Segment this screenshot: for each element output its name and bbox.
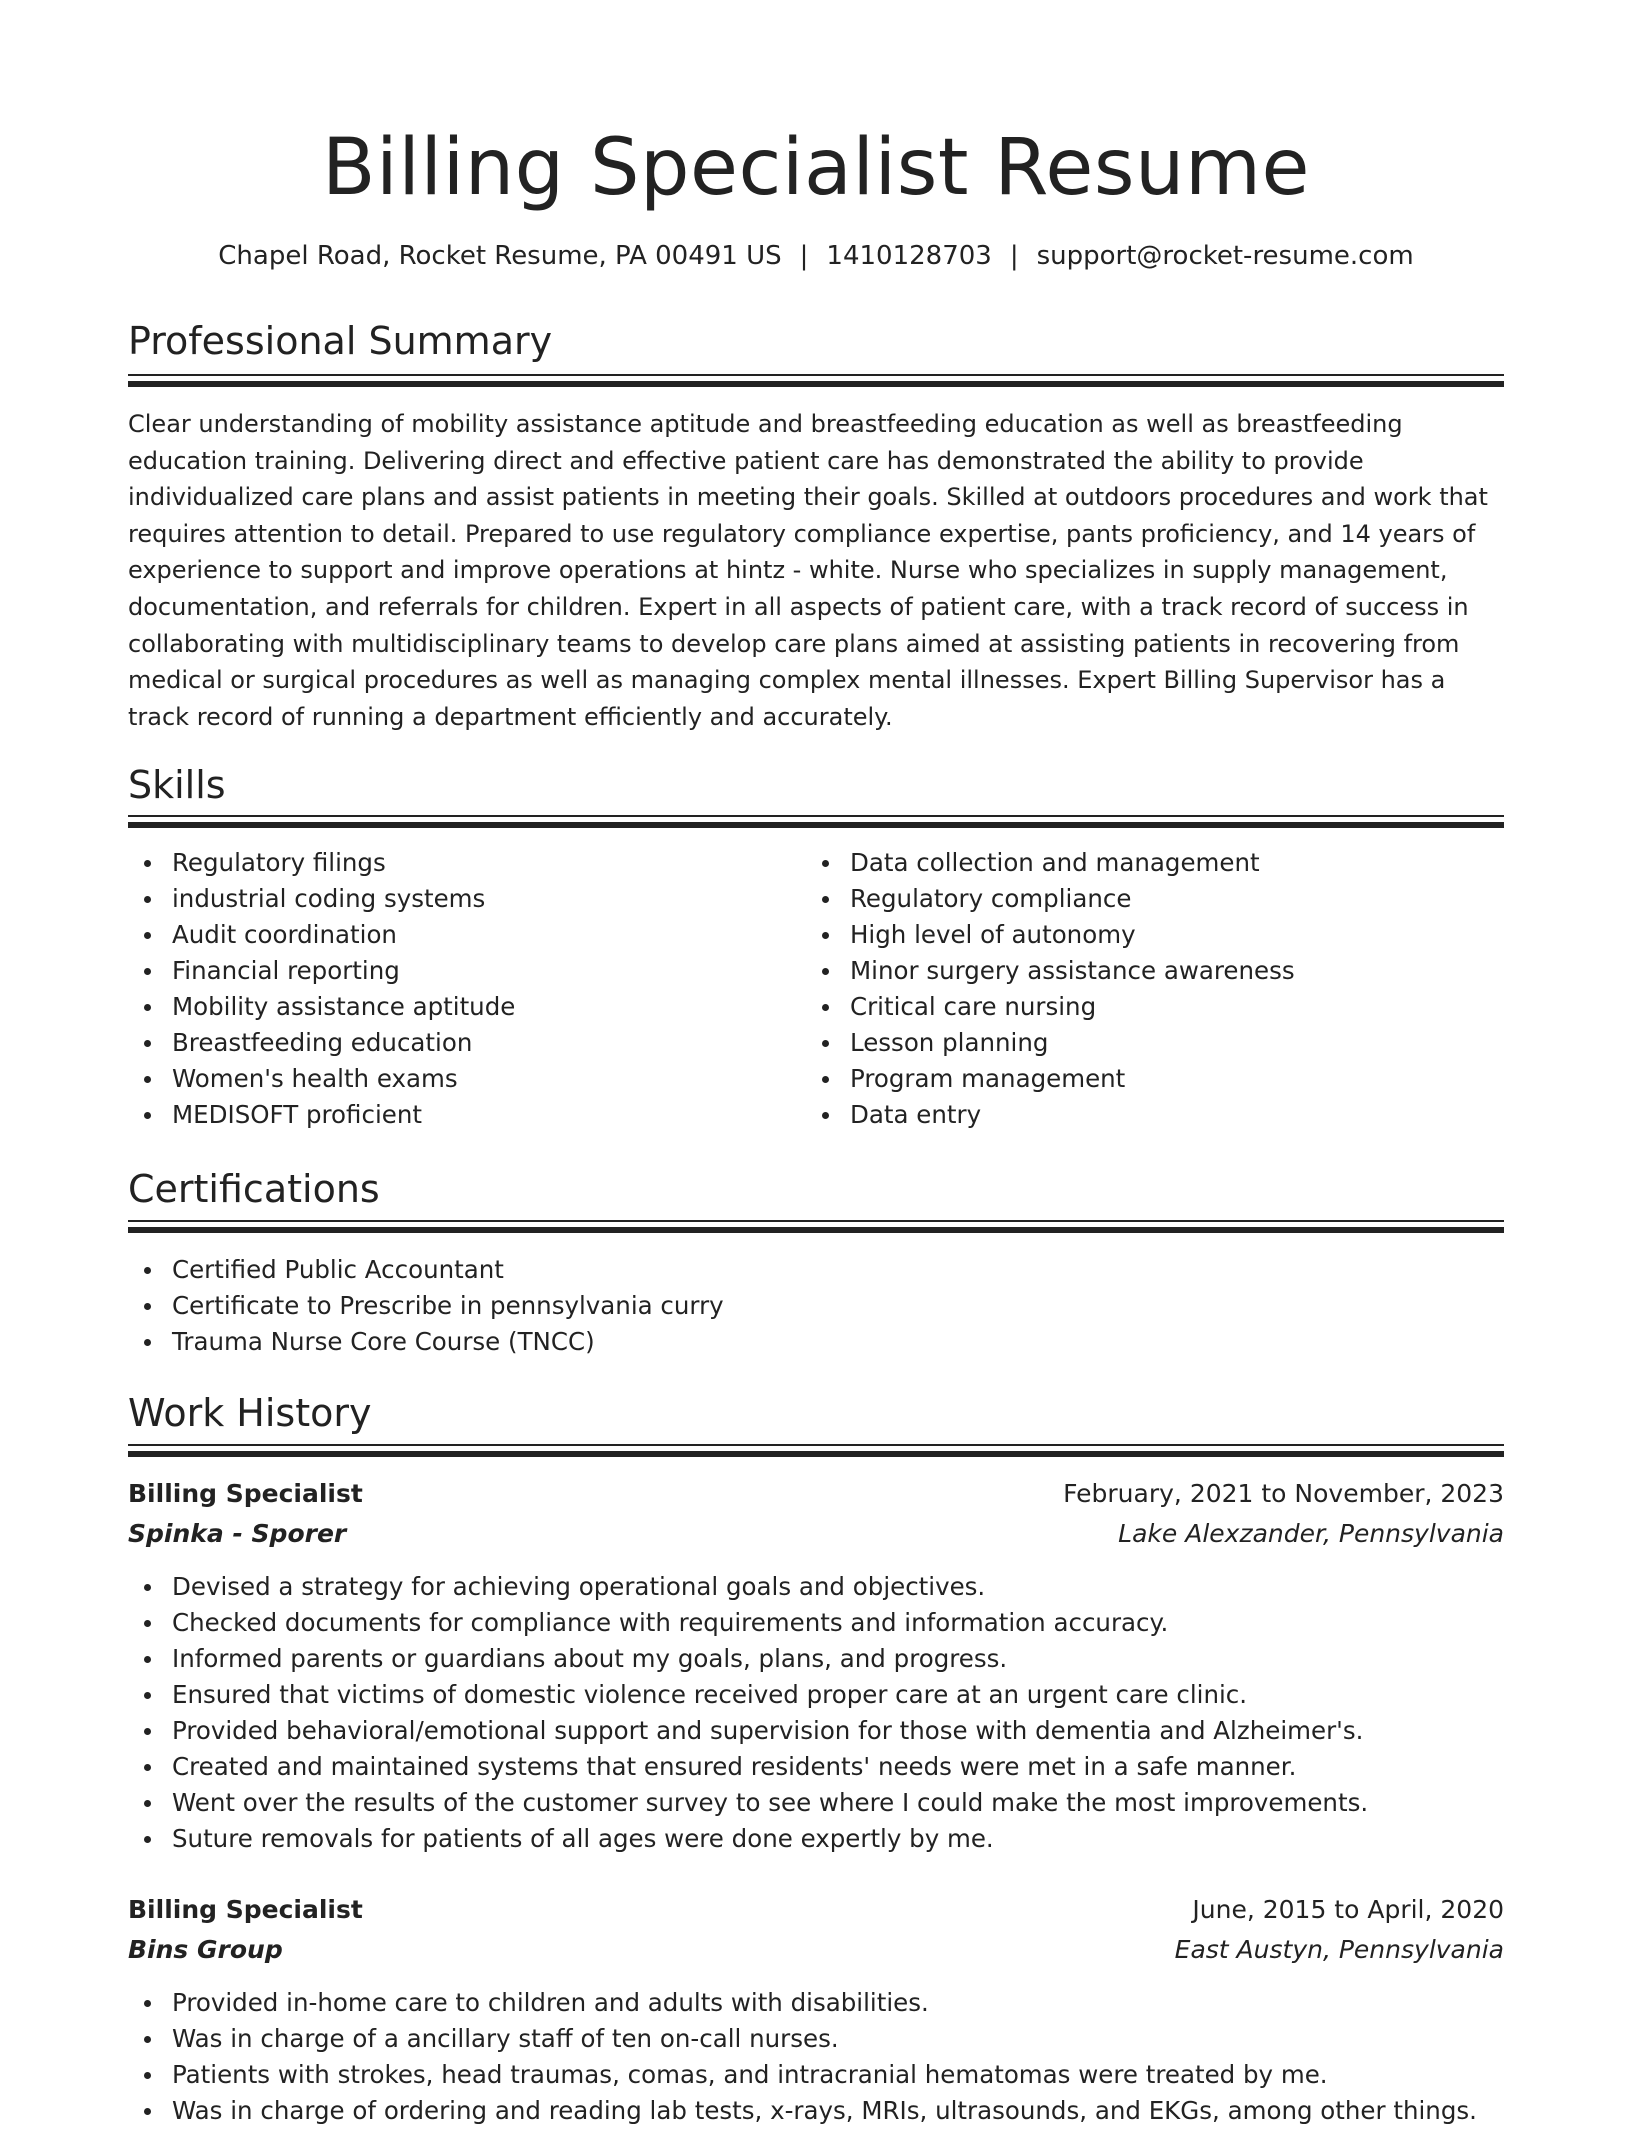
section-divider [128, 815, 1504, 829]
section-heading-certifications: Certifications [128, 1167, 380, 1211]
job-bullet: Patients with strokes, head traumas, comas, and intracranial hematomas were treated by me. [128, 2057, 1504, 2093]
job-title: Billing Specialist [128, 1479, 363, 1508]
skill-item: Minor surgery assistance awareness [806, 953, 1504, 989]
contact-address: Chapel Road, Rocket Resume, PA 00491 US [218, 241, 782, 271]
job-bullet: Informed parents or guardians about my goals, plans, and progress. [128, 1641, 1504, 1677]
job-bullet: Provided in-home care to children and adults with disabilities. [128, 1985, 1504, 2021]
skill-item: Program management [806, 1061, 1504, 1097]
job-bullets [128, 1985, 1504, 2129]
contact-separator: | [799, 241, 809, 271]
job-dates: June, 2015 to April, 2020 [1192, 1895, 1504, 1924]
skill-item: Critical care nursing [806, 989, 1504, 1025]
certification-item: Certified Public Accountant [128, 1252, 1504, 1288]
job-title: Billing Specialist [128, 1895, 363, 1924]
job-bullet: Suture removals for patients of all ages were done expertly by me. [128, 1821, 1504, 1857]
job-bullet: Devised a strategy for achieving operational goals and objectives. [128, 1569, 1504, 1605]
job-bullet: Created and maintained systems that ensured residents' needs were met in a safe manner. [128, 1749, 1504, 1785]
resume-title: Billing Specialist Resume [322, 123, 1310, 213]
skill-item: Breastfeeding education [128, 1025, 808, 1061]
skill-item: Mobility assistance aptitude [128, 989, 808, 1025]
contact-separator: | [1009, 241, 1019, 271]
certification-item: Trauma Nurse Core Course (TNCC) [128, 1324, 1504, 1360]
section-heading-work-history: Work History [128, 1391, 372, 1435]
section-divider [128, 1220, 1504, 1234]
skill-item: Data entry [806, 1097, 1504, 1133]
job-bullet: Checked documents for compliance with requirements and information accuracy. [128, 1605, 1504, 1641]
section-heading-summary: Professional Summary [128, 319, 553, 363]
certification-item: Certificate to Prescribe in pennsylvania curry [128, 1288, 1504, 1324]
contact-phone: 1410128703 [826, 241, 992, 271]
certifications-list [128, 1252, 1504, 1360]
job-bullet: Provided behavioral/emotional support and supervision for those with dementia and Alzheimer's. [128, 1713, 1504, 1749]
job-company: Spinka - Sporer [128, 1519, 347, 1548]
skill-item: Data collection and management [806, 845, 1504, 881]
job-company: Bins Group [128, 1935, 283, 1964]
job-location: Lake Alexzander, Pennsylvania [1118, 1519, 1504, 1548]
job-bullet: Ensured that victims of domestic violence received proper care at an urgent care clinic. [128, 1677, 1504, 1713]
skill-item: Lesson planning [806, 1025, 1504, 1061]
skill-item: Women's health exams [128, 1061, 808, 1097]
job-bullet: Was in charge of ordering and reading lab tests, x-rays, MRIs, ultrasounds, and EKGs, among other things. [128, 2093, 1504, 2129]
skill-item: industrial coding systems [128, 881, 808, 917]
job-bullet: Went over the results of the customer survey to see where I could make the most improvements. [128, 1785, 1504, 1821]
job-bullet: Was in charge of a ancillary staff of ten on-call nurses. [128, 2021, 1504, 2057]
section-heading-skills: Skills [128, 763, 226, 807]
skill-item: Regulatory compliance [806, 881, 1504, 917]
summary-text: Clear understanding of mobility assistance aptitude and breastfeeding education as well as breastfeeding education training. Delivering direct and effective patient care has demonstrated the ability to provide individualized care plans and assist patients in meeting their goals. Skilled at outdoors procedures and work that requires attention to detail. Prepared to use regulatory compliance expertise, pants proficiency, and 14 years of experience to support and improve operations at hintz - white. Nurse who specializes in supply management, documentation, and referrals for children. Expert in all aspects of patient care, with a track record of success in collaborating with multidisciplinary teams to develop care plans aimed at assisting patients in recovering from medical or surgical procedures as well as managing complex mental illnesses. Expert Billing Supervisor has a track record of running a department efficiently and accurately. [128, 410, 1488, 731]
skills-list-left [128, 845, 808, 1133]
skill-item: MEDISOFT proficient [128, 1097, 808, 1133]
skill-item: Financial reporting [128, 953, 808, 989]
skill-item: High level of autonomy [806, 917, 1504, 953]
contact-line [128, 236, 1504, 276]
skill-item: Audit coordination [128, 917, 808, 953]
skill-item: Regulatory filings [128, 845, 808, 881]
skills-list-right [806, 845, 1504, 1133]
contact-email[interactable]: support@rocket-resume.com [1036, 241, 1414, 271]
job-location: East Austyn, Pennsylvania [1174, 1935, 1504, 1964]
section-divider [128, 374, 1504, 388]
job-bullets [128, 1569, 1504, 1857]
section-divider [128, 1444, 1504, 1458]
job-dates: February, 2021 to November, 2023 [1063, 1479, 1504, 1508]
